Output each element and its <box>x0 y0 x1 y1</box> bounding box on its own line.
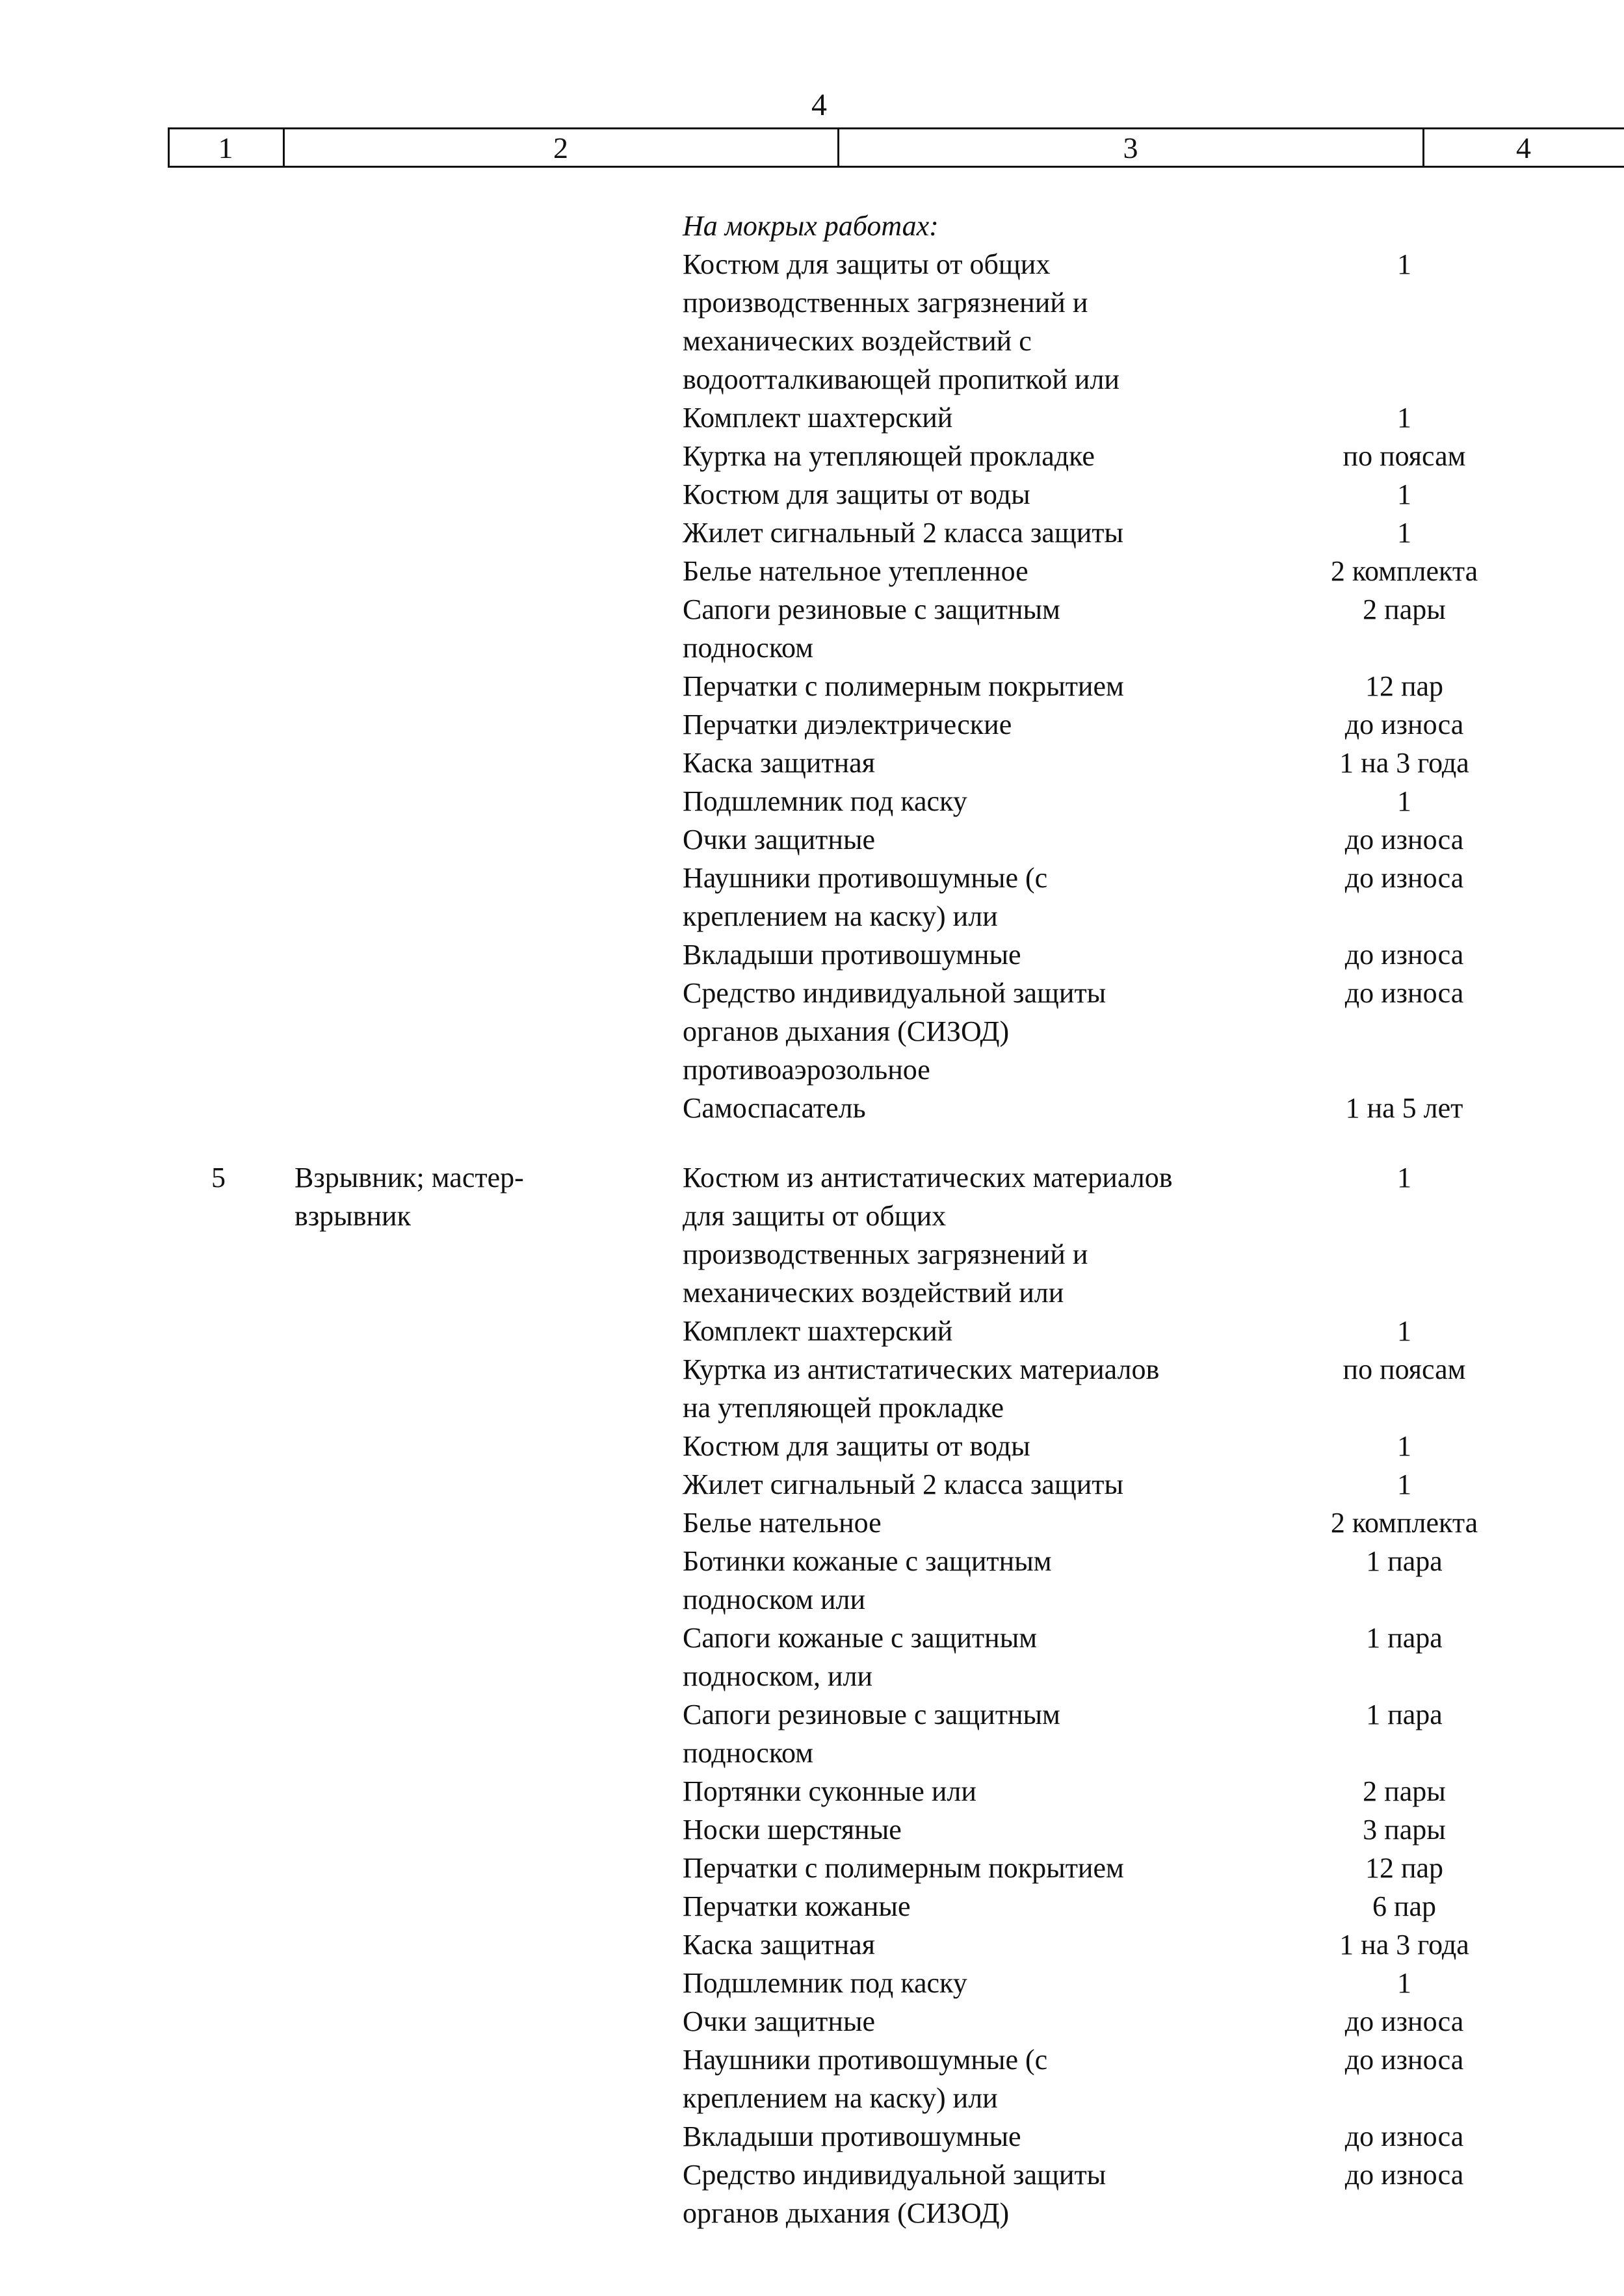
equipment-quantity: 1 на 3 года <box>1339 747 1469 779</box>
equipment-quantity: 2 пары <box>1363 1775 1446 1807</box>
equipment-quantity: до износа <box>1344 862 1464 894</box>
equipment-item: Перчатки диэлектрические <box>683 709 1012 740</box>
equipment-quantity: 1 пара <box>1366 1699 1443 1730</box>
equipment-quantity: 2 комплекта <box>1330 1507 1478 1539</box>
equipment-item: Вкладыши противошумные <box>683 939 1021 971</box>
equipment-quantity: 1 <box>1397 517 1411 549</box>
equipment-item: Портянки суконные или <box>683 1775 976 1807</box>
equipment-item: Перчатки с полимерным покрытием <box>683 670 1124 702</box>
equipment-quantity: до износа <box>1344 709 1464 740</box>
equipment-item: Вкладыши противошумные <box>683 2120 1021 2152</box>
equipment-quantity: по поясам <box>1342 440 1466 472</box>
equipment-item: Перчатки кожаные <box>683 1890 911 1922</box>
equipment-quantity: 1 <box>1397 1315 1411 1347</box>
page-number: 4 <box>811 88 827 122</box>
equipment-quantity: 1 <box>1397 402 1411 434</box>
table-header-row <box>168 127 1624 168</box>
equipment-item: Сапоги резиновые с защитным подноском <box>683 1699 1060 1769</box>
equipment-quantity: 1 на 3 года <box>1339 1929 1469 1961</box>
profession-name: Взрывник; мастер- взрывник <box>295 1162 524 1232</box>
equipment-item: Белье нательное утепленное <box>683 555 1028 587</box>
equipment-item: Очки защитные <box>683 2005 876 2037</box>
header-col-1: 1 <box>218 131 233 164</box>
equipment-item: Сапоги резиновые с защитным подноском <box>683 594 1060 664</box>
equipment-item: Перчатки с полимерным покрытием <box>683 1852 1124 1884</box>
equipment-quantity: 1 <box>1397 785 1411 817</box>
equipment-quantity: 1 <box>1397 478 1411 510</box>
equipment-quantity: 12 пар <box>1365 670 1444 702</box>
equipment-item: Костюм для защиты от общих производственных загрязнений и механических воздействий с водоотталкивающей пропиткой или <box>683 248 1120 395</box>
equipment-quantity: до износа <box>1344 2159 1464 2191</box>
equipment-quantity: 2 комплекта <box>1330 555 1478 587</box>
equipment-quantity: до износа <box>1344 977 1464 1009</box>
equipment-quantity: 1 <box>1397 1430 1411 1462</box>
equipment-quantity: 3 пары <box>1363 1814 1446 1846</box>
header-col-2: 2 <box>553 131 568 164</box>
equipment-quantity: 12 пар <box>1365 1852 1444 1884</box>
section-heading-wet-work: На мокрых работах: <box>683 210 939 242</box>
equipment-quantity: до износа <box>1344 2044 1464 2076</box>
equipment-item: Каска защитная <box>683 1929 875 1961</box>
equipment-item: Костюм для защиты от воды <box>683 478 1030 510</box>
equipment-item: Средство индивидуальной защиты органов дыхания (СИЗОД) противоаэрозольное <box>683 977 1107 1086</box>
equipment-quantity: по поясам <box>1342 1353 1466 1385</box>
equipment-quantity: 1 <box>1397 1468 1411 1500</box>
equipment-item: Куртка на утепляющей прокладке <box>683 440 1095 472</box>
equipment-item: Комплект шахтерский <box>683 402 953 434</box>
equipment-quantity: 1 <box>1397 1967 1411 1999</box>
equipment-quantity: 1 пара <box>1366 1622 1443 1654</box>
equipment-item: Наушники противошумные (с креплением на каску) или <box>683 862 1048 932</box>
equipment-quantity: до износа <box>1344 2005 1464 2037</box>
equipment-item: Носки шерстяные <box>683 1814 902 1846</box>
equipment-item: Наушники противошумные (с креплением на каску) или <box>683 2044 1048 2114</box>
equipment-quantity: до износа <box>1344 824 1464 855</box>
equipment-item: Очки защитные <box>683 824 876 855</box>
equipment-item: Самоспасатель <box>683 1092 866 1124</box>
equipment-quantity: 1 <box>1397 248 1411 280</box>
equipment-item: Костюм для защиты от воды <box>683 1430 1030 1462</box>
equipment-quantity: до износа <box>1344 939 1464 971</box>
equipment-quantity: 1 пара <box>1366 1545 1443 1577</box>
equipment-item: Сапоги кожаные с защитным подноском, или <box>683 1622 1038 1692</box>
equipment-item: Жилет сигнальный 2 класса защиты <box>683 517 1124 549</box>
header-col-3: 3 <box>1123 131 1138 164</box>
equipment-item: Каска защитная <box>683 747 875 779</box>
equipment-item: Куртка из антистатических материалов на утепляющей прокладке <box>683 1353 1160 1424</box>
equipment-item: Подшлемник под каску <box>683 785 967 817</box>
equipment-item: Комплект шахтерский <box>683 1315 953 1347</box>
equipment-item: Ботинки кожаные с защитным подноском или <box>683 1545 1052 1615</box>
equipment-item: Подшлемник под каску <box>683 1967 967 1999</box>
equipment-quantity: 6 пар <box>1372 1890 1437 1922</box>
header-col-4: 4 <box>1516 131 1531 164</box>
equipment-item: Жилет сигнальный 2 класса защиты <box>683 1468 1124 1500</box>
row-number: 5 <box>211 1162 226 1194</box>
equipment-quantity: 2 пары <box>1363 594 1446 625</box>
equipment-item: Белье нательное <box>683 1507 882 1539</box>
equipment-quantity: 1 на 5 лет <box>1345 1092 1463 1124</box>
equipment-item: Костюм из антистатических материалов для защиты от общих производственных загрязнений и механических воздействий или <box>683 1162 1173 1309</box>
equipment-quantity: до износа <box>1344 2120 1464 2152</box>
equipment-item: Средство индивидуальной защиты органов дыхания (СИЗОД) <box>683 2159 1107 2229</box>
equipment-quantity: 1 <box>1397 1162 1411 1194</box>
